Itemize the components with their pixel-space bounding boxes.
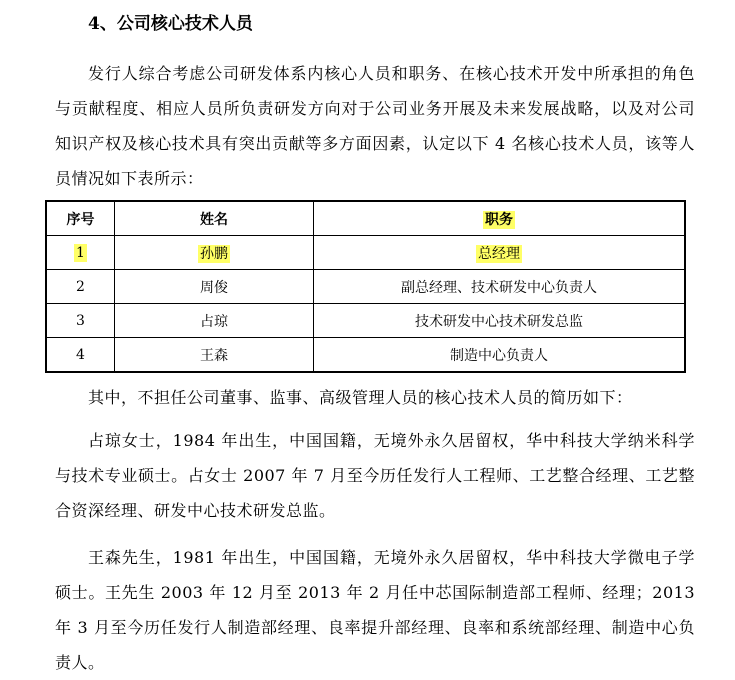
intro-paragraph: 发行人综合考虑公司研发体系内核心人员和职务、在核心技术开发中所承担的角色与贡献程度、相应人员所负责研发方向对于公司业务开展及未来发展战略，以及对公司知识产权及核心技术具有突出贡献等多方面因素，认定以下 4 名核心技术人员，该等人员情况如下表所示： [55, 64, 695, 188]
row-position: 制造中心负责人 [314, 338, 686, 373]
header-index: 序号 [46, 201, 115, 236]
row-name: 周俊 [115, 270, 314, 304]
table-header-row [46, 201, 685, 236]
core-staff-table [45, 200, 686, 373]
row-index: 4 [46, 338, 115, 373]
row-position: 技术研发中心技术研发总监 [314, 304, 686, 338]
after-table-paragraph: 其中，不担任公司董事、监事、高级管理人员的核心技术人员的简历如下： [88, 388, 633, 407]
row-position: 副总经理、技术研发中心负责人 [314, 270, 686, 304]
row-name: 王森 [115, 338, 314, 373]
row-index: 1 [46, 236, 115, 270]
row-index: 2 [46, 270, 115, 304]
table-row [46, 270, 685, 304]
row-name: 孙鹏 [115, 236, 314, 270]
table-row [46, 338, 685, 373]
bio-zhan-qiong: 占琼女士，1984 年出生，中国国籍，无境外永久居留权，华中科技大学纳米科学与技术专业硕士。占女士 2007 年 7 月至今历任发行人工程师、工艺整合经理、工艺整合资深经理、研发中心技术研发总监。 [55, 431, 695, 520]
row-name: 占琼 [115, 304, 314, 338]
table-row [46, 304, 685, 338]
header-name: 姓名 [115, 201, 314, 236]
bio-wang-sen: 王森先生，1981 年出生，中国国籍，无境外永久居留权，华中科技大学微电子学硕士。王先生 2003 年 12 月至 2013 年 2 月任中芯国际制造部工程师、经理；2013 年 3 月至今历任发行人制造部经理、良率提升部经理、良率和系统部经理、制造中心负责人。 [55, 548, 695, 672]
row-index: 3 [46, 304, 115, 338]
header-position: 职务 [314, 201, 686, 236]
section-heading: 4、公司核心技术人员 [88, 14, 253, 34]
table-row [46, 236, 685, 270]
row-position: 总经理 [314, 236, 686, 270]
